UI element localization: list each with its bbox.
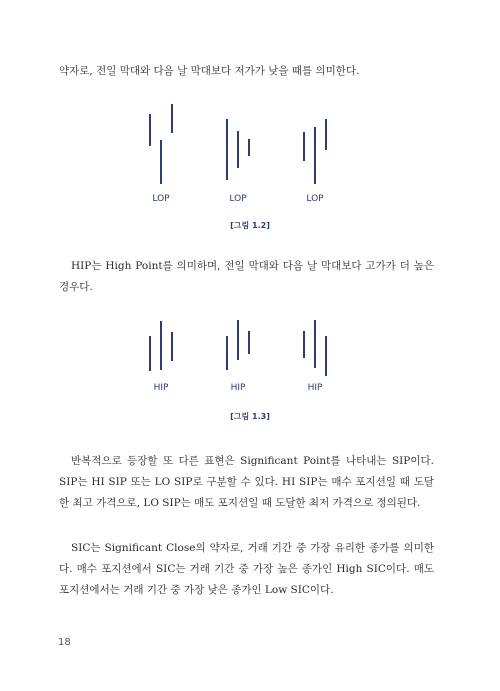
lop-bars-diagram	[0, 98, 500, 210]
figure-caption: [그림 1.3]	[230, 412, 270, 421]
hip-label-1: HIP	[153, 383, 169, 393]
figure-lop	[0, 98, 500, 210]
lop-label-2: LOP	[229, 194, 247, 204]
paragraph-sip-definition: 반복적으로 등장할 또 다른 표현은 Significant Point를 나타내는 SIP이다. SIP는 HI SIP 또는 LO SIP로 구분할 수 있다. HI SIP는 매수 포지션일 때 도달한 최고 가격으로, LO SIP는 매도 포지션일 때 도달한 최저 가격으로 정의된다.	[59, 455, 434, 509]
paragraph-hip-definition: HIP는 High Point를 의미하며, 전일 막대와 다음 날 막대보다 고가가 더 높은 경우다.	[59, 260, 434, 293]
paragraph-sic-definition: SIC는 Significant Close의 약자로, 거래 기간 중 가장 유리한 종가를 의미한다. 매수 포지션에서 SIC는 거래 기간 중 가장 높은 종가인 High SIC이다. 매도 포지션에서는 거래 기간 중 가장 낮은 종가인 Low SIC이다.	[59, 542, 434, 596]
figure-caption: [그림 1.2]	[230, 221, 270, 230]
hip-bars-diagram	[0, 312, 500, 398]
page-number: 18	[58, 637, 71, 648]
paragraph-lop-definition: 약자로, 전일 막대와 다음 날 막대보다 저가가 낮을 때를 의미한다.	[59, 65, 360, 77]
lop-label-1: LOP	[152, 194, 170, 204]
hip-label-2: HIP	[230, 383, 246, 393]
figure-hip	[0, 312, 500, 398]
lop-label-3: LOP	[306, 194, 324, 204]
hip-label-3: HIP	[307, 383, 323, 393]
